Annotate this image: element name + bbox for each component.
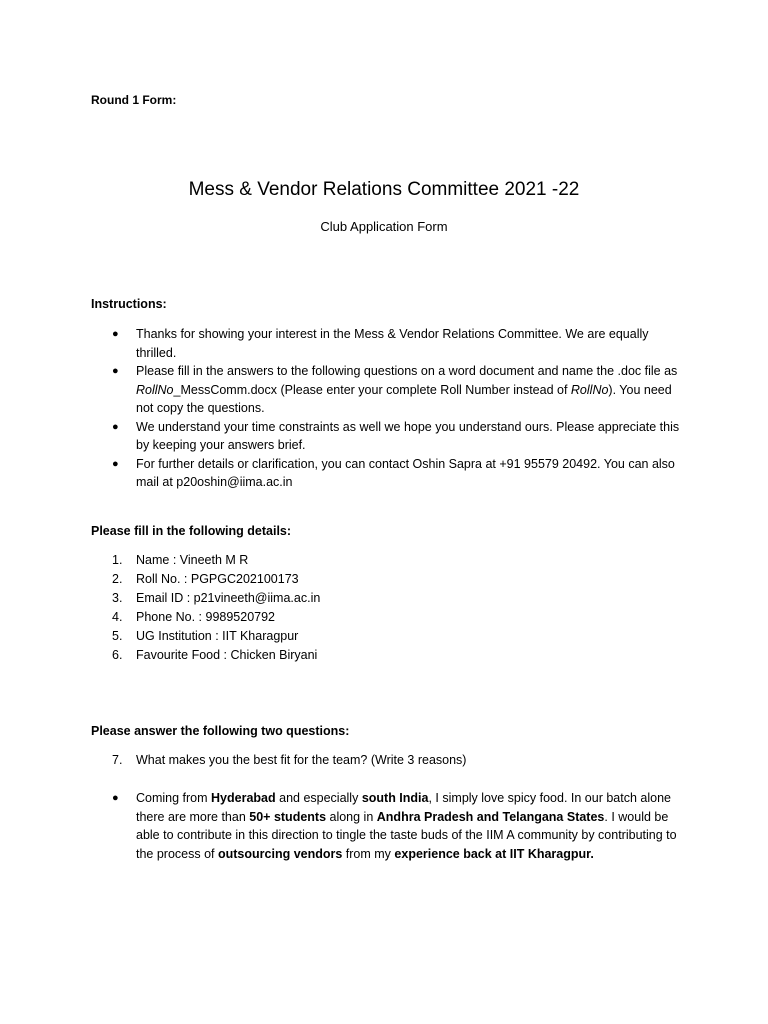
instructions-heading: Instructions: <box>91 297 167 311</box>
instruction-text: Thanks for showing your interest in the Mess & Vendor Relations Committee. We are equally thrilled. <box>136 327 649 360</box>
answer-bold: outsourcing vendors <box>218 846 343 861</box>
answer-bold: south India <box>361 791 429 805</box>
details-heading: Please fill in the following details: <box>91 524 292 538</box>
detail-text: Favourite Food : Chicken Biryani <box>136 648 318 662</box>
list-item <box>112 570 612 589</box>
bullet-icon: ● <box>112 457 119 470</box>
detail-text: Name : Vineeth M R <box>136 553 249 567</box>
answer-text: and especially <box>275 791 362 805</box>
list-item <box>112 325 682 362</box>
answer-text: . I would be able to contribute in this direction to tingle the taste buds of the IIM A community by contributing to the process of <box>136 809 677 861</box>
instruction-text: ). You need not copy the questions. <box>136 382 672 415</box>
answer-bold: experience back at IIT Kharagpur. <box>394 846 594 861</box>
answer-text: Coming from <box>136 791 212 805</box>
document-title: Mess & Vendor Relations Committee 2021 -22 <box>188 179 580 200</box>
list-item <box>112 551 612 570</box>
detail-text: UG Institution : IIT Kharagpur <box>136 629 299 643</box>
instruction-text: We understand your time constraints as well we hope you understand ours. Please appreciate this by keeping your answers brief. <box>136 419 680 452</box>
round-label: Round 1 Form: <box>91 93 177 107</box>
item-number: 3. <box>112 591 123 605</box>
list-item <box>112 789 682 863</box>
answer-bold: Hyderabad <box>211 791 276 805</box>
item-number: 5. <box>112 629 123 643</box>
questions-heading: Please answer the following two questions: <box>91 724 350 738</box>
bullet-icon: ● <box>112 365 119 377</box>
bullet-icon: ● <box>112 420 119 433</box>
list-item <box>112 455 682 492</box>
item-number: 2. <box>112 572 123 586</box>
instruction-text: Please fill in the answers to the following questions on a word document and name the .doc file as <box>136 364 678 378</box>
question-text: What makes you the best fit for the team? (Write 3 reasons) <box>136 753 467 767</box>
list-item <box>112 362 682 418</box>
detail-text: Roll No. : PGPGC202100173 <box>136 572 299 586</box>
item-number: 4. <box>112 610 123 624</box>
list-item <box>112 418 682 455</box>
list-item <box>112 589 612 608</box>
answer-text: along in <box>326 809 377 824</box>
instruction-text: _MessComm.docx (Please enter your complete Roll Number instead of <box>173 382 571 397</box>
document-subtitle: Club Application Form <box>320 219 448 234</box>
instruction-text: For further details or clarification, you can contact Oshin Sapra at +91 95579 20492. You can also mail at p20oshin@iima.ac.in <box>136 456 675 489</box>
detail-text: Phone No. : 9989520792 <box>136 610 276 624</box>
answer-bold: Andhra Pradesh and Telangana States <box>376 809 605 824</box>
bullet-icon: ● <box>112 328 119 340</box>
list-item <box>112 608 612 627</box>
item-number: 7. <box>112 753 123 767</box>
answer-list <box>112 789 682 863</box>
answer-bold: 50+ students <box>249 809 327 824</box>
details-list <box>112 551 612 665</box>
question-7 <box>112 751 696 770</box>
answer-text: , I simply love spicy food. In our batch alone there are more than <box>136 791 671 824</box>
list-item <box>112 627 612 646</box>
answer-text: from my <box>342 846 395 861</box>
item-number: 1. <box>112 553 123 567</box>
list-item <box>112 646 612 665</box>
bullet-icon: ● <box>112 792 119 804</box>
instructions-list <box>112 325 682 492</box>
detail-text: Email ID : p21vineeth@iima.ac.in <box>136 591 321 605</box>
rollno-italic: RollNo <box>136 382 174 397</box>
item-number: 6. <box>112 648 123 662</box>
rollno-italic: RollNo <box>570 382 609 397</box>
